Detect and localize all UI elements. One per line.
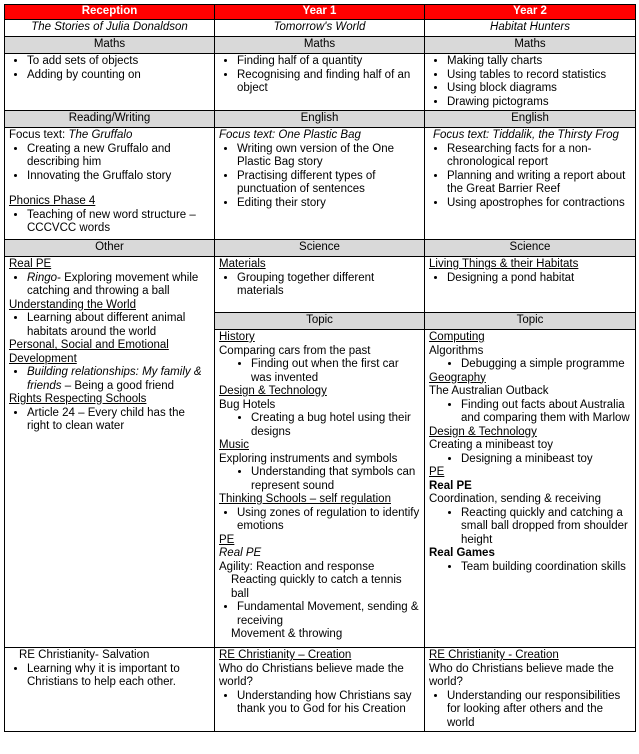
list-item: • Making tally charts [447, 55, 631, 69]
header-year1: Year 1 [215, 5, 425, 20]
computing-heading: Computing [429, 331, 485, 343]
list-item: • Practising different types of punctuation of sentences [237, 170, 420, 197]
subject-label: Science [425, 240, 636, 257]
re-heading: RE Christianity- Salvation [19, 649, 150, 661]
rrs-heading: Rights Respecting Schools [9, 393, 147, 405]
list-item: • Innovating the Gruffalo story [27, 170, 210, 184]
maths-reception [5, 54, 215, 111]
list-item: • Fundamental Movement, sending & receiving [237, 601, 420, 628]
subject-label: Maths [425, 37, 636, 54]
topic-year2: Computing Algorithms • Debugging a simple programme Geography The Australian Outback • Finding out facts about Australia and comparing them with Marlow Design & Technology Creating a minibeast toy • Designing a minibeast toy PE Real PE Coordination, sending & receiving • Reacting quickly and catching a small ball dropped from shoulder height Real Games • Team building coordination skills [425, 330, 636, 648]
list-item: • Planning and writing a report about the Great Barrier Reef [447, 170, 631, 197]
list-item: • Writing own version of the One Plastic Bag story [237, 143, 420, 170]
dt-heading: Design & Technology [429, 425, 537, 438]
english-year2 [425, 128, 636, 240]
maths-content-row [5, 54, 636, 111]
utw-heading: Understanding the World [9, 298, 136, 311]
subject-label: English [215, 111, 425, 128]
english-content-row [5, 128, 636, 240]
list-item: • Finding out when the first car was invented [251, 358, 420, 385]
list-item: • Adding by counting on [27, 69, 210, 83]
subject-label: Reading/Writing [5, 111, 215, 128]
list-item: • Using zones of regulation to identify emotions [237, 507, 420, 534]
re-content-row [5, 648, 636, 732]
re-reception [5, 648, 215, 732]
english-label-row [5, 111, 636, 128]
list-item: • Creating a bug hotel using their designs [251, 412, 420, 439]
list-item: • Understanding how Christians say thank you to God for his Creation [237, 690, 420, 717]
theme-year2: Habitat Hunters [425, 20, 636, 37]
science-year1 [215, 257, 425, 313]
subject-label: Other [5, 240, 215, 257]
list-item: • Building relationships: My family & friends – Being a good friend [27, 366, 210, 393]
focus-text: Focus text: Tiddalik, the Thirsty Frog [433, 129, 619, 141]
dt-heading: Design & Technology [219, 385, 327, 397]
subject-label: Maths [5, 37, 215, 54]
science-content-row [5, 257, 636, 313]
phonics-heading: Phonics Phase 4 [9, 195, 96, 207]
list-item: • Designing a minibeast toy [461, 453, 631, 467]
theme-reception: The Stories of Julia Donaldson [5, 20, 215, 37]
pe-heading: PE [219, 533, 235, 546]
english-reception [5, 128, 215, 240]
list-item: • Learning about different animal habitats around the world [27, 312, 210, 339]
list-item: • Finding out facts about Australia and comparing them with Marlow [461, 399, 631, 426]
list-item: • Editing their story [237, 197, 420, 211]
list-item: • Grouping together different materials [237, 272, 420, 299]
english-year1 [215, 128, 425, 240]
history-heading: History [219, 331, 255, 343]
music-heading: Music [219, 439, 250, 451]
list-item: • Ringo- Exploring movement while catching and throwing a ball [27, 272, 210, 299]
re-heading: RE Christianity - Creation [429, 649, 559, 661]
science-heading: Materials [219, 258, 266, 270]
list-item: • To add sets of objects [27, 55, 210, 69]
list-item: • Teaching of new word structure – CCCVCC words [27, 209, 210, 236]
list-item: • Researching facts for a non-chronological report [447, 143, 631, 170]
topic-year1: History Comparing cars from the past • Finding out when the first car was invented Design & Technology Bug Hotels • Creating a bug hotel using their designs Music Exploring instruments and symbols • Understanding that symbols can represent sound Thinking Schools – self regulation • Using zones of regulation to identify emotions PE Real PE Agility: Reaction and response Reacting quickly to catch a tennis ball • Fundamental Movement, sending & receiving Movement & throwing [215, 330, 425, 648]
header-reception: Reception [5, 5, 215, 20]
list-item: • Reacting quickly and catching a small ball dropped from shoulder height [461, 507, 631, 548]
theme-row [5, 20, 636, 37]
subject-label: Topic [215, 313, 425, 330]
maths-label-row [5, 37, 636, 54]
other-reception [5, 257, 215, 648]
curriculum-table [4, 4, 636, 732]
real-games-heading: Real Games [429, 547, 495, 559]
science-year2 [425, 257, 636, 313]
pe-heading: PE [429, 466, 445, 478]
realpe-heading: Real PE [429, 479, 472, 492]
geography-heading: Geography [429, 371, 486, 384]
header-year2: Year 2 [425, 5, 636, 20]
other-science-label-row [5, 240, 636, 257]
list-item: • Using tables to record statistics [447, 69, 631, 83]
list-item: • Understanding that symbols can represent sound [251, 466, 420, 493]
focus-text: Focus text: One Plastic Bag [219, 129, 361, 141]
year-header-row [5, 5, 636, 20]
subject-label: Science [215, 240, 425, 257]
list-item: • Drawing pictograms [447, 96, 631, 110]
maths-year1 [215, 54, 425, 111]
re-year1: RE Christianity – Creation Who do Christians believe made the world? • Understanding how Christians say thank you to God for his Creation [215, 648, 425, 732]
list-item: • Understanding our responsibilities for looking after others and the world [447, 690, 631, 731]
list-item: • Debugging a simple programme [461, 358, 631, 372]
subject-label: English [425, 111, 636, 128]
list-item: • Finding half of a quantity [237, 55, 420, 69]
psed-heading: Personal, Social and Emotional Development [9, 339, 169, 365]
thinking-schools-heading: Thinking Schools – self regulation [219, 493, 391, 505]
list-item: • Designing a pond habitat [447, 272, 631, 286]
theme-year1: Tomorrow's World [215, 20, 425, 37]
subject-label: Maths [215, 37, 425, 54]
list-item: • Team building coordination skills [461, 561, 631, 575]
re-heading: RE Christianity – Creation [219, 649, 352, 661]
re-year2: RE Christianity - Creation Who do Christians believe made the world? • Understanding our responsibilities for looking after others and the world [425, 648, 636, 732]
subject-label: Topic [425, 313, 636, 330]
list-item: • Learning why it is important to Christians to help each other. [27, 663, 210, 690]
realpe-heading: Real PE [9, 258, 52, 270]
list-item: • Article 24 – Every child has the right to clean water [27, 407, 210, 434]
maths-year2 [425, 54, 636, 111]
science-heading: Living Things & their Habitats [429, 258, 579, 270]
focus-text: Focus text: The Gruffalo [9, 129, 133, 141]
list-item: • Creating a new Gruffalo and describing him [27, 143, 210, 170]
list-item: • Recognising and finding half of an object [237, 69, 420, 96]
list-item: • Using block diagrams [447, 82, 631, 96]
list-item: • Using apostrophes for contractions [447, 197, 631, 211]
